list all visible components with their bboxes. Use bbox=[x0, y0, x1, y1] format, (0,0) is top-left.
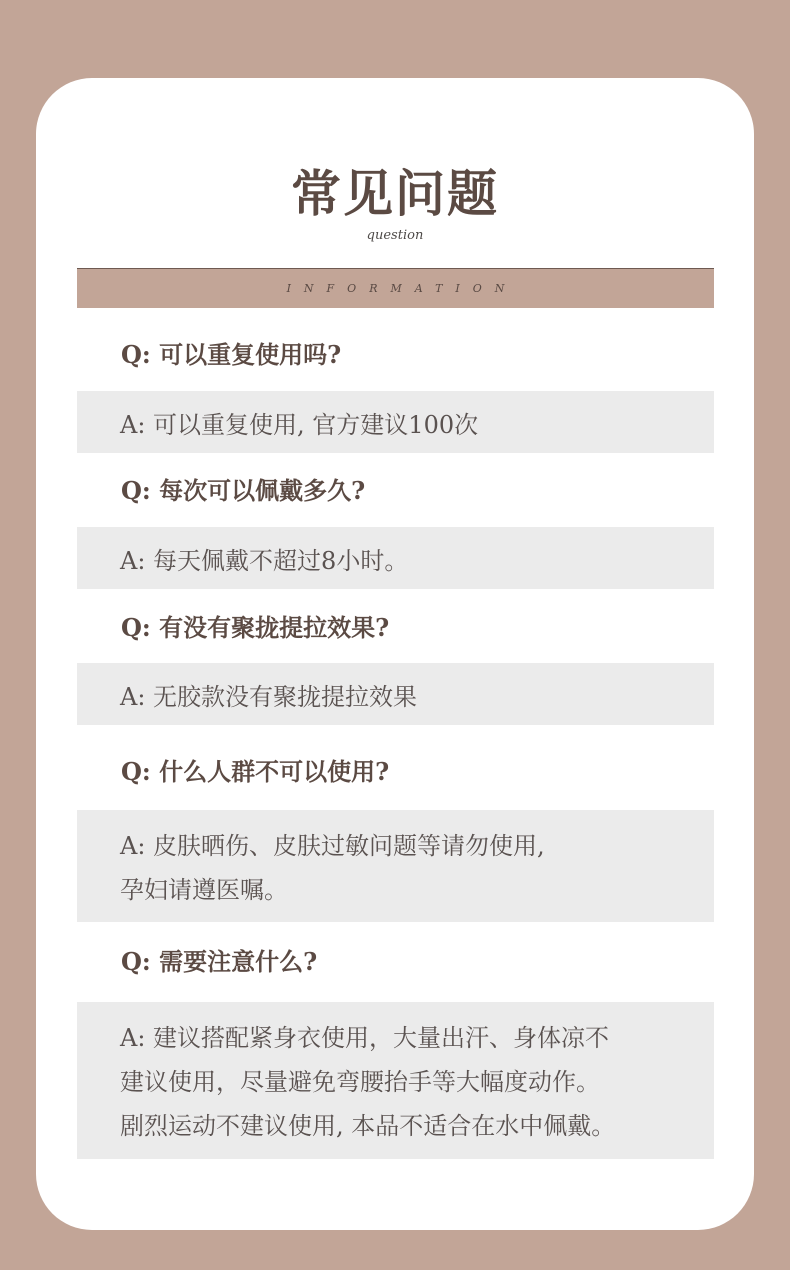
faq-answer bbox=[77, 1002, 714, 1159]
faq-answer-line: 建议使用，尽量避免弯腰抬手等大幅度动作。 bbox=[120, 1068, 600, 1096]
faq-question: Q: 可以重复使用吗? bbox=[121, 340, 342, 369]
faq-question: Q: 有没有聚拢提拉效果? bbox=[121, 613, 390, 642]
faq-answer-line: A: 无胶款没有聚拢提拉效果 bbox=[120, 682, 418, 711]
faq-answer-line: 剧烈运动不建议使用, 本品不适合在水中佩戴。 bbox=[120, 1112, 616, 1140]
page-subtitle: question bbox=[366, 228, 424, 243]
faq-question: Q: 什么人群不可以使用? bbox=[121, 757, 390, 786]
faq-answer-line: 孕妇请遵医嘱。 bbox=[120, 876, 288, 904]
faq-answer-line: A: 每天佩戴不超过8小时。 bbox=[120, 546, 409, 575]
information-label: INFORMATION bbox=[286, 282, 518, 295]
page-title: 常见问题 bbox=[291, 164, 499, 223]
faq-answer-line: A: 可以重复使用, 官方建议100次 bbox=[120, 410, 479, 439]
faq-answer-line: A: 皮肤晒伤、皮肤过敏问题等请勿使用, bbox=[120, 832, 545, 860]
faq-answer bbox=[77, 391, 714, 453]
faq-answer bbox=[77, 527, 714, 589]
faq-card bbox=[36, 78, 754, 1230]
faq-answer-line: A: 建议搭配紧身衣使用，大量出汗、身体凉不 bbox=[120, 1024, 610, 1052]
faq-question: Q: 每次可以佩戴多久? bbox=[121, 476, 366, 505]
faq-answer bbox=[77, 810, 714, 922]
information-band bbox=[77, 268, 714, 308]
faq-answer bbox=[77, 663, 714, 725]
faq-question: Q: 需要注意什么? bbox=[121, 947, 318, 976]
